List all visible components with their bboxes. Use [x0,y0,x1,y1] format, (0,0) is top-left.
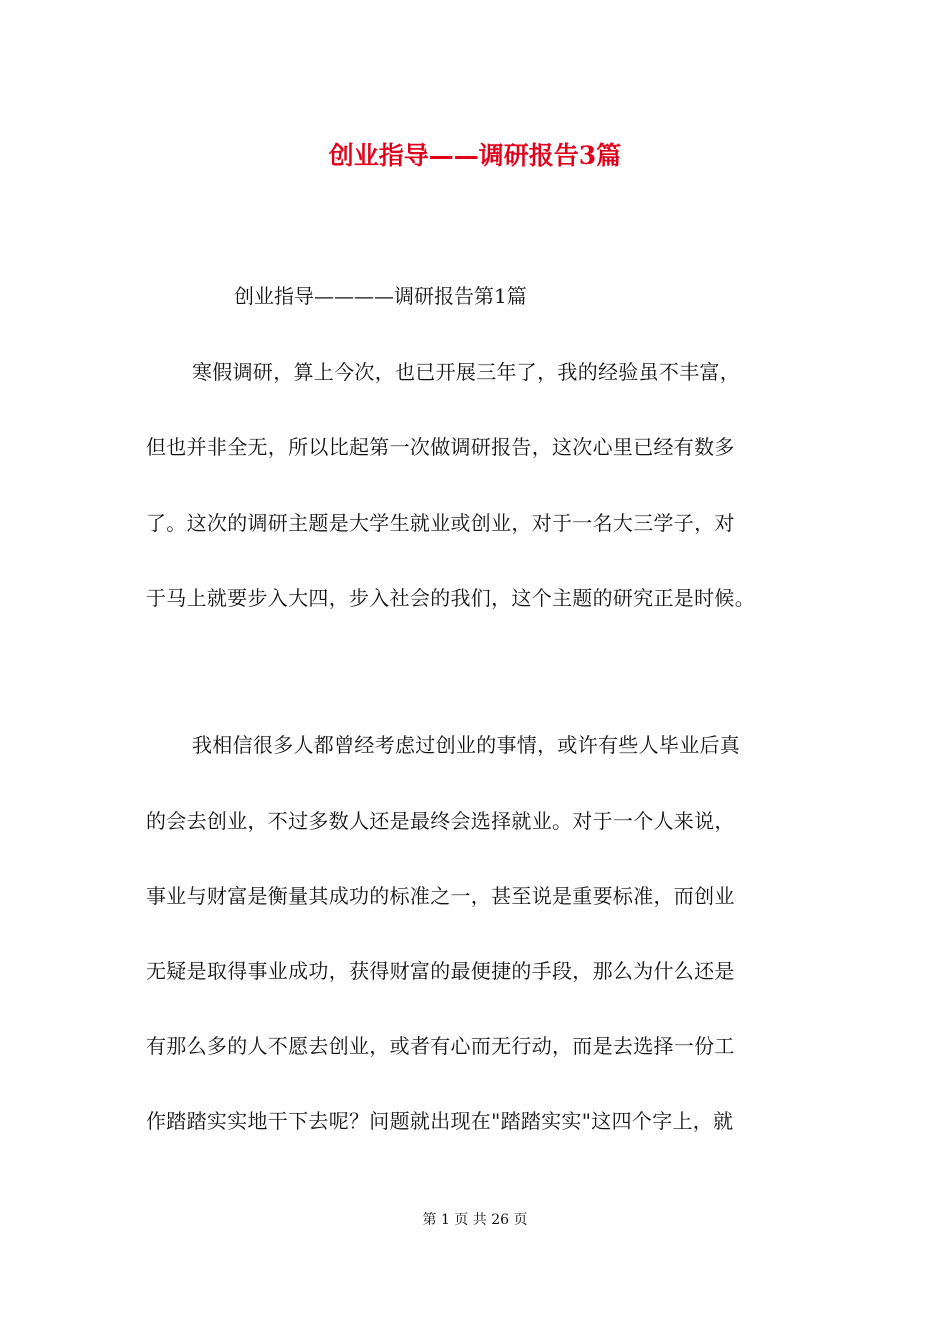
paragraph-line: 作踏踏实实地干下去呢？问题就出现在"踏踏实实"这四个字上，就 [146,1109,734,1133]
section-subtitle: 创业指导————调研报告第1篇 [234,284,527,308]
document-title: 创业指导——调研报告3篇 [328,141,622,170]
paragraph-line: 我相信很多人都曾经考虑过创业的事情，或许有些人毕业后真 [192,733,741,757]
paragraph-line: 的会去创业，不过多数人还是最终会选择就业。对于一个人来说， [146,809,735,833]
paragraph-line: 但也并非全无，所以比起第一次做调研报告，这次心里已经有数多 [146,435,735,459]
paragraph-line: 事业与财富是衡量其成功的标准之一，甚至说是重要标准，而创业 [146,884,735,908]
paragraph-line: 无疑是取得事业成功，获得财富的最便捷的手段，那么为什么还是 [146,959,735,983]
page-number-footer: 第 1 页 共 26 页 [422,1212,528,1228]
paragraph-line: 有那么多的人不愿去创业，或者有心而无行动，而是去选择一份工 [146,1034,735,1058]
paragraph-line: 寒假调研，算上今次，也已开展三年了，我的经验虽不丰富， [192,360,741,384]
paragraph-line: 了。这次的调研主题是大学生就业或创业，对于一名大三学子，对 [146,511,735,535]
paragraph-line: 于马上就要步入大四，步入社会的我们，这个主题的研究正是时候。 [146,586,755,610]
